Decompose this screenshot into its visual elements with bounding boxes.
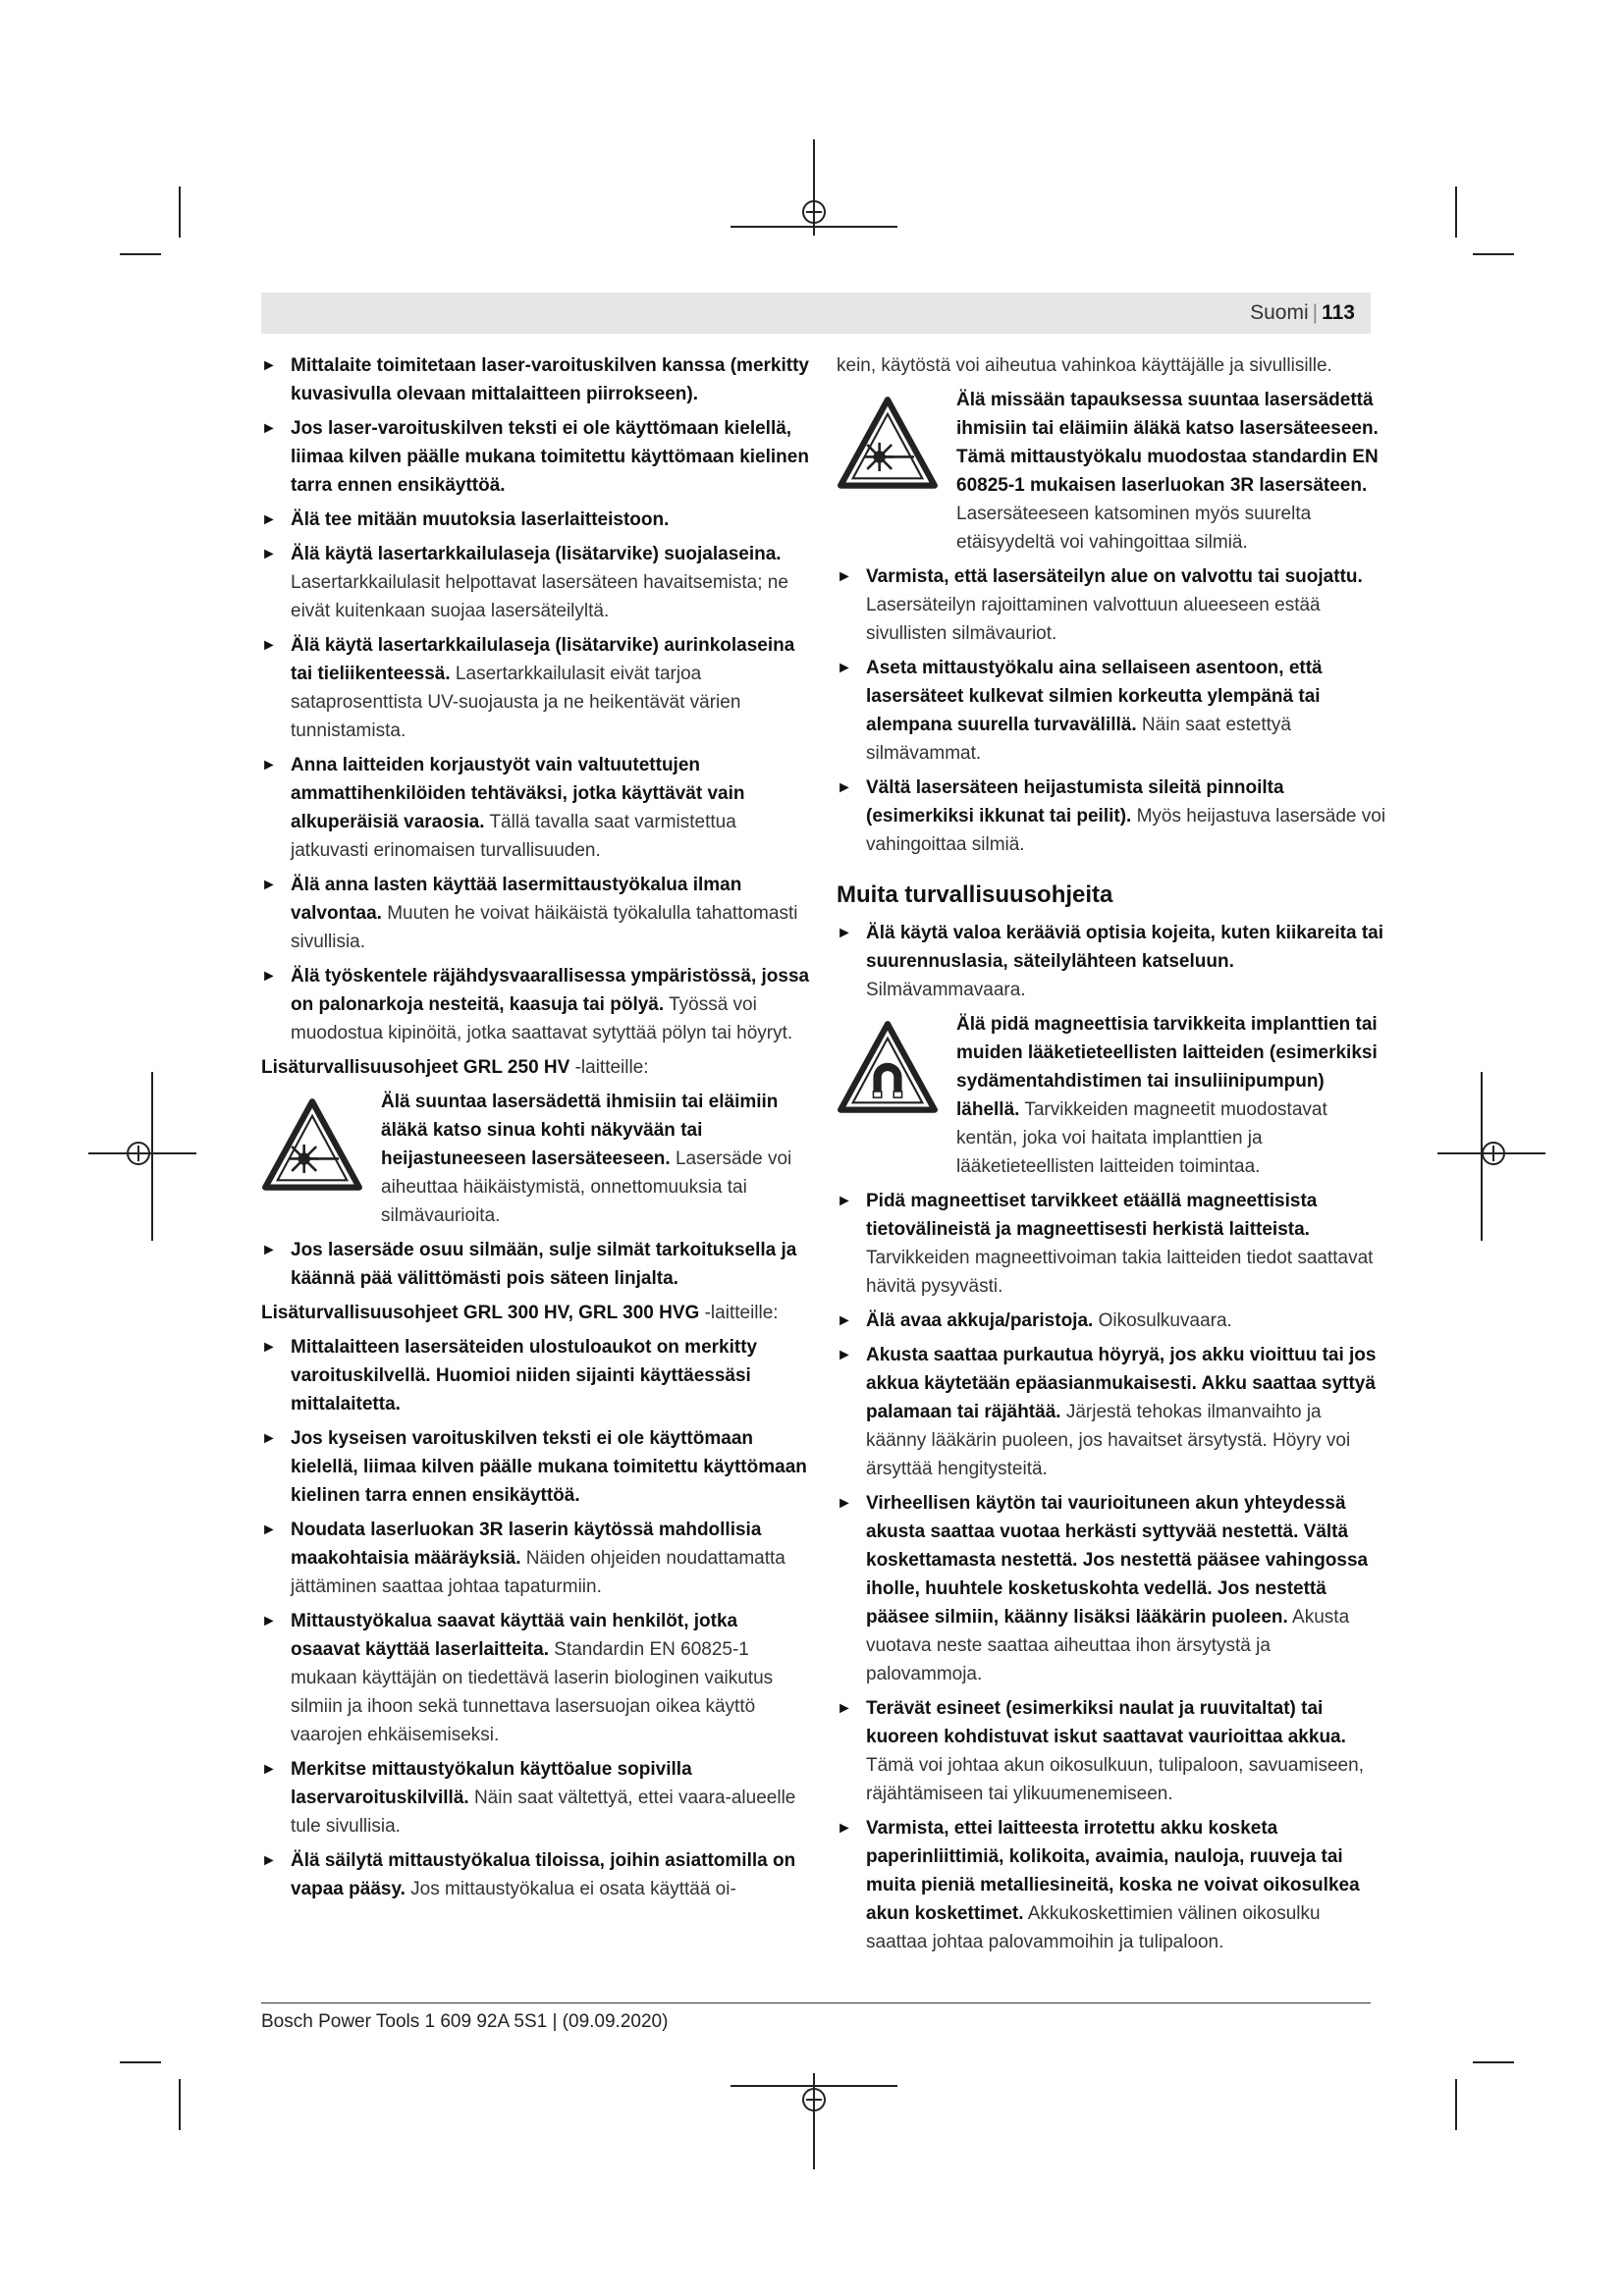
item-bold: Vältä lasersäteen heijastumista sileitä pinnoilta (esimerkiksi ikkunat tai peilit). (866, 777, 1284, 827)
safety-item (261, 631, 811, 745)
subheading-bold: Lisäturvallisuusohjeet GRL 250 HV (261, 1057, 570, 1078)
item-bold: Älä työskentele räjähdysvaarallisessa ympäristössä, jossa on palonarkoja nesteitä, kaasuja tai pölyä. (291, 966, 810, 1015)
safety-item (261, 1236, 811, 1293)
header-separator: | (1312, 301, 1319, 324)
footer-text: Bosch Power Tools 1 609 92A 5S1 | (09.09.2020) (261, 2011, 669, 2032)
warning-bold: Älä missään tapauksessa suuntaa lasersädettä ihmisiin tai eläimiin äläkä katso lasersäteeseen. Tämä mittaustyökalu muodostaa standardin EN 60825-1 mukaisen laserluokan 3R lasersäteen. (956, 390, 1379, 496)
safety-item (261, 1516, 811, 1601)
safety-item (261, 506, 811, 534)
safety-item (261, 1333, 811, 1418)
subheading-text: -laitteille: (699, 1303, 779, 1323)
left-column (261, 351, 811, 1909)
subheading-text: -laitteille: (569, 1057, 649, 1078)
registration-target-icon (802, 200, 826, 224)
item-bold: Mittaustyökalua saavat käyttää vain henkilöt, jotka osaavat käyttää laserlaitteita. (291, 1611, 738, 1660)
safety-item (837, 1694, 1386, 1808)
safety-item (837, 562, 1386, 648)
header-text (1250, 301, 1355, 325)
registration-line (151, 1072, 153, 1241)
right-column (837, 351, 1386, 1962)
item-text: Myös heijastuva lasersäde voi vahingoittaa silmiä. (866, 806, 1386, 855)
magnet-warning-block (837, 1010, 1386, 1181)
warning-text (381, 1088, 811, 1230)
item-bold: Anna laitteiden korjaustyöt vain valtuutettujen ammattihenkilöiden tehtäväksi, jotka käyttävät vain alkuperäisiä varaosia. (291, 755, 745, 832)
item-bold: Älä avaa akkuja/paristoja. (866, 1310, 1094, 1331)
warning-normal: Tarvikkeiden magneetit muodostavat kentän, joka voi haitata implanttien ja lääketieteellisten laitteiden toimintaa. (956, 1099, 1327, 1177)
item-bold: Jos kyseisen varoituskilven teksti ei ole käyttömaan kielellä, liimaa kilven päälle mukana toimitettu käyttömaan kielinen tarra ennen ensikäyttöä. (291, 1428, 807, 1506)
registration-target-icon (1482, 1142, 1505, 1165)
item-bold: Jos lasersäde osuu silmään, sulje silmät tarkoituksella ja käännä pää välittömästi pois säteen linjalta. (291, 1240, 797, 1289)
item-bold: Älä käytä lasertarkkailulaseja (lisätarvike) aurinkolaseina tai tieliikenteessä. (291, 635, 795, 684)
safety-item (261, 1424, 811, 1510)
subheading-grl300 (261, 1299, 811, 1327)
subheading-grl250 (261, 1053, 811, 1082)
item-bold: Varmista, ettei laitteesta irrotettu akku kosketa paperinliittimiä, kolikoita, avaimia, nauloja, ruuveja tai muita pieniä metalliesineitä, koska ne voivat oikosulkea akun koskettimet. (866, 1818, 1360, 1924)
crop-mark (120, 2061, 161, 2063)
crop-mark (1473, 2061, 1514, 2063)
item-text: Työssä voi muodostua kipinöitä, jotka saattavat sytyttää pölyn tai höyryt. (291, 994, 793, 1043)
laser-warning-block (261, 1088, 811, 1230)
item-bold: Virheellisen käytön tai vaurioituneen akun yhteydessä akusta saattaa vuotaa herkästi syttyvää nestettä. Vältä koskettamasta nestettä. Jos nestettä pääsee vahingossa iholle, huuhtele kosketuskohta vedellä. Jos nestettä pääsee silmiin, käänny lisäksi lääkärin puoleen. (866, 1493, 1369, 1628)
item-bold: Jos laser-varoituskilven teksti ei ole käyttömaan kielellä, liimaa kilven päälle mukana toimitettu käyttömaan kielinen tarra ennen ensikäyttöä. (291, 418, 809, 496)
item-text: Oikosulkuvaara. (1093, 1310, 1232, 1331)
item-bold: Älä säilytä mittaustyökalua tiloissa, joihin asiattomilla on vapaa pääsy. (291, 1850, 796, 1899)
safety-item (261, 351, 811, 408)
crop-mark (179, 187, 181, 238)
safety-item (261, 414, 811, 500)
safety-item (261, 1846, 811, 1903)
item-bold: Merkitse mittaustyökalun käyttöalue sopivilla laservaroituskilvillä. (291, 1759, 692, 1808)
item-text: Jos mittaustyökalua ei osata käyttää oi- (405, 1879, 736, 1899)
item-bold: Noudata laserluokan 3R laserin käytössä mahdollisia maakohtaisia määräyksiä. (291, 1520, 762, 1569)
registration-target-icon (802, 2088, 826, 2111)
item-bold: Aseta mittaustyökalu aina sellaiseen asentoon, että lasersäteet kulkevat silmien korkeutta ylempänä tai alempana suurella turvavälillä. (866, 658, 1323, 735)
safety-item (837, 1341, 1386, 1483)
warning-text (956, 386, 1386, 557)
item-bold: Mittalaitteen lasersäteiden ulostuloaukot on merkitty varoituskilvellä. Huomioi niiden sijainti käyttäessäsi mittalaitetta. (291, 1337, 758, 1415)
item-text: Näiden ohjeiden noudattamatta jättäminen saattaa johtaa tapaturmiin. (291, 1548, 785, 1597)
item-text: Akkukoskettimien välinen oikosulku saattaa johtaa palovammoihin ja tulipaloon. (866, 1903, 1321, 1952)
safety-item (261, 751, 811, 865)
subheading-bold: Lisäturvallisuusohjeet GRL 300 HV, GRL 300 HVG (261, 1303, 700, 1323)
item-text: Muuten he voivat häikäistä työkalulla tahattomasti sivullisia. (291, 903, 798, 952)
safety-item (837, 1489, 1386, 1688)
item-bold: Varmista, että lasersäteilyn alue on valvottu tai suojattu. (866, 566, 1363, 587)
warning-normal: Lasersäteeseen katsominen myös suurelta etäisyydeltä voi vahingoittaa silmiä. (956, 504, 1312, 553)
item-text: Näin saat estettyä silmävammat. (866, 715, 1292, 764)
safety-item (837, 654, 1386, 768)
page-number: 113 (1322, 301, 1355, 324)
safety-item (261, 871, 811, 956)
crop-mark (1455, 187, 1457, 238)
crop-mark (1473, 253, 1514, 255)
warning-bold: Älä suuntaa lasersädettä ihmisiin tai eläimiin äläkä katso sinua kohti näkyvään tai heijastuneeseen lasersäteeseen. (381, 1092, 779, 1169)
registration-line (731, 226, 897, 228)
section-heading: Muita turvallisuusohjeita (837, 881, 1113, 908)
item-bold: Älä käytä valoa kerääviä optisia kojeita, kuten kiikareita tai suurennuslasia, säteilylähteen katseluun. (866, 923, 1383, 972)
warning-normal: Lasersäde voi aiheuttaa häikäistymistä, onnettomuuksia tai silmävaurioita. (381, 1148, 792, 1226)
item-bold: Terävät esineet (esimerkiksi naulat ja ruuvitaltat) tai kuoreen kohdistuvat iskut saattavat vaurioittaa akkua. (866, 1698, 1346, 1747)
item-text: Lasersäteilyn rajoittaminen valvottuun alueeseen estää sivullisten silmävauriot. (866, 595, 1321, 644)
warning-text (956, 1010, 1386, 1181)
item-text: Akusta vuotava neste saattaa aiheuttaa ihon ärsytystä ja palovammoja. (866, 1607, 1350, 1684)
safety-item (837, 1187, 1386, 1301)
safety-item (837, 919, 1386, 1004)
safety-item (261, 1755, 811, 1841)
item-bold: Akusta saattaa purkautua höyryä, jos akku vioittuu tai jos akkua käytetään epäasianmukaisesti. Akku saattaa syttyä palamaan tai räjähtää. (866, 1345, 1377, 1422)
item-text: Tämä voi johtaa akun oikosulkuun, tulipaloon, savuamiseen, räjähtämiseen tai ylikuumenemiseen. (866, 1755, 1364, 1804)
safety-item (261, 1607, 811, 1749)
crop-mark (1455, 2079, 1457, 2130)
item-bold: Pidä magneettiset tarvikkeet etäällä magneettisista tietovälineistä ja magneettisesti herkistä laitteista. (866, 1191, 1318, 1240)
laser-warning-icon (261, 1095, 363, 1198)
footer-divider (261, 2002, 1371, 2003)
crop-mark (179, 2079, 181, 2130)
item-text: Tällä tavalla saat varmistettua jatkuvasti erinomaisen turvallisuuden. (291, 812, 736, 861)
item-bold: Älä käytä lasertarkkailulaseja (lisätarvike) suojalaseina. (291, 544, 782, 564)
header-language: Suomi (1250, 301, 1309, 324)
item-text: Lasertarkkailulasit eivät tarjoa sataprosenttista UV-suojausta ja ne heikentävät värien tunnistamista. (291, 664, 741, 741)
safety-item (837, 774, 1386, 859)
page-header (261, 293, 1371, 334)
item-text: Lasertarkkailulasit helpottavat lasersäteen havaitsemista; ne eivät kuitenkaan suojaa lasersäteilyltä. (291, 572, 788, 621)
continuation-text: kein, käytöstä voi aiheutua vahinkoa käyttäjälle ja sivullisille. (837, 355, 1332, 376)
item-bold: Älä tee mitään muutoksia laserlaitteistoon. (291, 509, 670, 530)
item-text: Tarvikkeiden magneettivoiman takia laitteiden tiedot saattavat hävitä pysyvästi. (866, 1248, 1374, 1297)
registration-target-icon (127, 1142, 150, 1165)
item-text: Silmävammavaara. (866, 980, 1026, 1000)
laser-warning-icon (837, 394, 939, 496)
registration-line (731, 2085, 897, 2087)
crop-mark (120, 253, 161, 255)
item-bold: Älä anna lasten käyttää lasermittaustyökalua ilman valvontaa. (291, 875, 742, 924)
safety-item (261, 540, 811, 625)
safety-item (837, 1307, 1386, 1335)
warning-bold: Älä pidä magneettisia tarvikkeita implanttien tai muiden lääketieteellisten laitteiden (esimerkiksi sydämentahdistimen tai insuliinipumpun) lähellä. (956, 1014, 1378, 1120)
safety-item (837, 1814, 1386, 1956)
laser-warning-block (837, 386, 1386, 557)
safety-item (261, 962, 811, 1047)
item-text: Standardin EN 60825-1 mukaan käyttäjän on tiedettävä laserin biologinen vaikutus silmiin ja ihoon sekä tunnettava lasersuojan oikea käyttö vaarojen ehkäisemiseksi. (291, 1639, 774, 1745)
item-text: Järjestä tehokas ilmanvaihto ja käänny lääkärin puoleen, jos havaitset ärsytystä. Höyry voi ärsyttää hengitysteitä. (866, 1402, 1351, 1479)
item-bold: Mittalaite toimitetaan laser-varoituskilven kanssa (merkitty kuvasivulla olevaan mittalaitteen piirrokseen). (291, 355, 809, 404)
magnet-warning-icon (837, 1018, 939, 1120)
item-text: Näin saat vältettyä, ettei vaara-alueelle tule sivullisia. (291, 1788, 796, 1837)
